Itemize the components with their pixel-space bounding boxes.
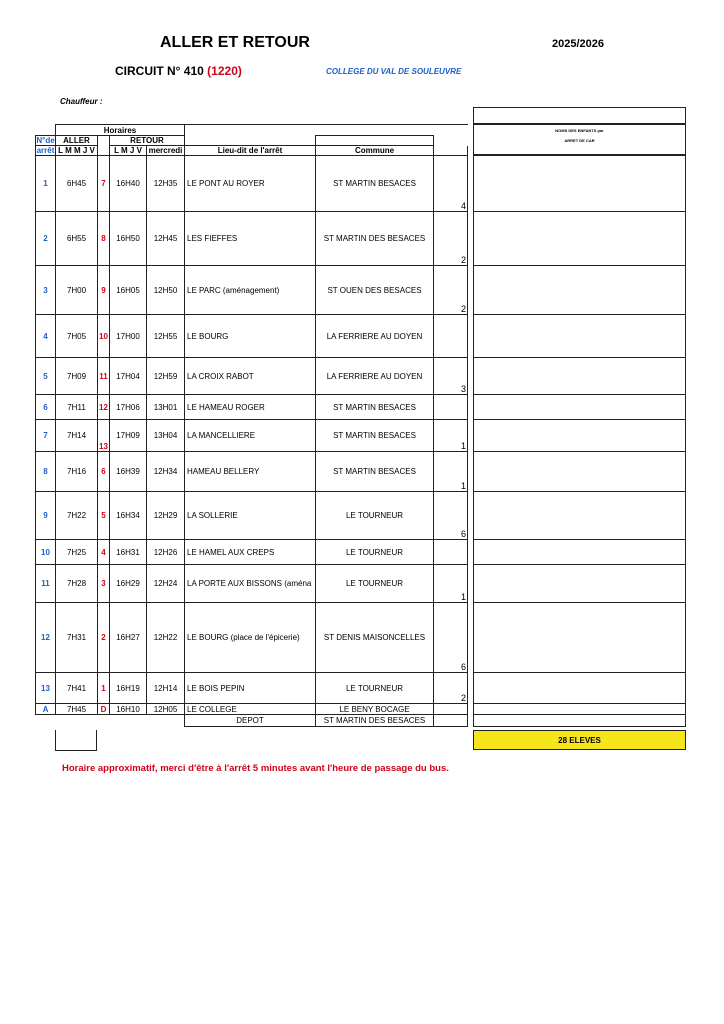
student-count: 6: [434, 603, 468, 673]
wednesday-time: 12H59: [147, 358, 185, 395]
retour-time: 16H39: [110, 452, 147, 492]
retour-time: 16H19: [110, 673, 147, 704]
stop-place: LE BOURG (place de l'épicerie): [185, 603, 316, 673]
commune: ST MARTIN BESACES: [316, 420, 434, 452]
student-count: [434, 704, 468, 715]
return-rank: 6: [98, 452, 110, 492]
names-box: [473, 314, 686, 358]
stop-place: LA MANCELLIERE: [185, 420, 316, 452]
table-row: [36, 492, 468, 540]
student-count: [434, 315, 468, 358]
retour-time: 16H27: [110, 603, 147, 673]
stop-place: LE PARC (aménagement): [185, 266, 316, 315]
header-commune: Commune: [316, 146, 434, 156]
circuit-title: [115, 64, 242, 78]
return-rank: D: [98, 704, 110, 715]
table-row: [36, 420, 468, 452]
schedule-note: Horaire approximatif, merci d'être à l'arrêt 5 minutes avant l'heure de passage du bus.: [62, 763, 449, 774]
aller-time: 6H55: [56, 212, 98, 266]
stop-place: HAMEAU BELLERY: [185, 452, 316, 492]
commune: ST MARTIN BESACES: [316, 395, 434, 420]
aller-time: 7H09: [56, 358, 98, 395]
wednesday-time: 12H14: [147, 673, 185, 704]
commune: ST MARTIN BESACES: [316, 156, 434, 212]
table-row: [36, 704, 468, 715]
return-rank: 10: [98, 315, 110, 358]
commune: ST OUEN DES BESACES: [316, 266, 434, 315]
aller-time: 7H45: [56, 704, 98, 715]
names-box: [473, 394, 686, 420]
footer-cell: [55, 730, 97, 751]
retour-time: 16H31: [110, 540, 147, 565]
school-year: 2025/2026: [552, 38, 604, 50]
student-count: 6: [434, 492, 468, 540]
commune: LE TOURNEUR: [316, 492, 434, 540]
stop-number: A: [36, 704, 56, 715]
commune: LE TOURNEUR: [316, 540, 434, 565]
wednesday-time: 12H50: [147, 266, 185, 315]
aller-time: 7H28: [56, 565, 98, 603]
stop-place: LA PORTE AUX BISSONS (aména: [185, 565, 316, 603]
retour-time: 16H40: [110, 156, 147, 212]
student-count: 1: [434, 565, 468, 603]
commune: LE BENY BOCAGE: [316, 704, 434, 715]
names-header-top: [473, 107, 686, 124]
retour-time: 17H00: [110, 315, 147, 358]
commune: ST MARTIN BESACES: [316, 452, 434, 492]
return-rank: 2: [98, 603, 110, 673]
aller-time: 7H11: [56, 395, 98, 420]
names-header-line1: NOMS DES ENFANTS par: [555, 128, 604, 133]
table-row: [36, 715, 468, 727]
header-lieu: Lieu-dit de l'arrêt: [185, 146, 316, 156]
commune: ST DENIS MAISONCELLES: [316, 603, 434, 673]
names-box: [473, 265, 686, 315]
wednesday-time: 12H35: [147, 156, 185, 212]
retour-time: 16H29: [110, 565, 147, 603]
stop-number: 9: [36, 492, 56, 540]
return-rank: 9: [98, 266, 110, 315]
table-row: [36, 266, 468, 315]
names-box: [473, 564, 686, 603]
names-box: [473, 672, 686, 704]
return-rank: 3: [98, 565, 110, 603]
student-count: [434, 540, 468, 565]
wednesday-time: 13H04: [147, 420, 185, 452]
return-rank: 5: [98, 492, 110, 540]
commune: LE TOURNEUR: [316, 565, 434, 603]
student-count: 2: [434, 266, 468, 315]
driver-label: Chauffeur :: [60, 97, 103, 106]
header-num: N°de: [36, 136, 55, 145]
names-box: [473, 211, 686, 266]
stop-place: LE HAMEL AUX CREPS: [185, 540, 316, 565]
student-count: 1: [434, 452, 468, 492]
table-row: [36, 358, 468, 395]
stop-place: LE PONT AU ROYER: [185, 156, 316, 212]
header-horaires: Horaires: [56, 125, 185, 136]
wednesday-time: 12H26: [147, 540, 185, 565]
aller-time: 7H05: [56, 315, 98, 358]
aller-time: 7H14: [56, 420, 98, 452]
aller-time: 7H31: [56, 603, 98, 673]
return-rank: 1: [98, 673, 110, 704]
names-header-line2: ARRET DE CAR: [564, 138, 595, 143]
retour-time: 17H09: [110, 420, 147, 452]
retour-time: 16H50: [110, 212, 147, 266]
school-name: COLLEGE DU VAL DE SOULEUVRE: [326, 67, 462, 76]
aller-time: 7H25: [56, 540, 98, 565]
wednesday-time: 13H01: [147, 395, 185, 420]
commune: LE TOURNEUR: [316, 673, 434, 704]
return-rank: 8: [98, 212, 110, 266]
wednesday-time: 12H34: [147, 452, 185, 492]
wednesday-time: 12H29: [147, 492, 185, 540]
wednesday-time: 12H22: [147, 603, 185, 673]
stop-number: 8: [36, 452, 56, 492]
names-box: [473, 491, 686, 540]
aller-time: 7H22: [56, 492, 98, 540]
student-count: 4: [434, 156, 468, 212]
stop-number: 6: [36, 395, 56, 420]
return-rank: 13: [98, 420, 110, 452]
commune: LA FERRIERE AU DOYEN: [316, 315, 434, 358]
depot-label: DEPOT: [185, 715, 316, 727]
stop-place: LE HAMEAU ROGER: [185, 395, 316, 420]
depot-commune: ST MARTIN DES BESACES: [316, 715, 434, 727]
stop-place: LES FIEFFES: [185, 212, 316, 266]
table-row: [36, 212, 468, 266]
stop-place: LE BOIS PEPIN: [185, 673, 316, 704]
header-mercredi: mercredi: [147, 146, 185, 156]
return-rank: 11: [98, 358, 110, 395]
retour-time: 16H34: [110, 492, 147, 540]
schedule-table: [35, 124, 468, 727]
stop-number: 1: [36, 156, 56, 212]
page-title: ALLER ET RETOUR: [160, 34, 310, 51]
wednesday-time: 12H55: [147, 315, 185, 358]
stop-place: LA SOLLERIE: [185, 492, 316, 540]
return-rank: 12: [98, 395, 110, 420]
names-header: [473, 124, 686, 155]
stop-place: LE BOURG: [185, 315, 316, 358]
table-row: [36, 315, 468, 358]
stop-place: LA CROIX RABOT: [185, 358, 316, 395]
total-students: 28 ELEVES: [473, 730, 686, 750]
wednesday-time: 12H45: [147, 212, 185, 266]
table-row: [36, 395, 468, 420]
table-row: [36, 603, 468, 673]
header-arret: arrêt: [36, 146, 55, 155]
circuit-number: CIRCUIT N° 410: [115, 64, 204, 78]
names-box: [473, 155, 686, 212]
retour-time: 17H06: [110, 395, 147, 420]
table-row: [36, 540, 468, 565]
aller-time: 7H16: [56, 452, 98, 492]
names-box: [473, 539, 686, 565]
stop-number: 10: [36, 540, 56, 565]
table-row: [36, 673, 468, 704]
table-row: [36, 565, 468, 603]
stop-place: LE COLLEGE: [185, 704, 316, 715]
student-count: 2: [434, 212, 468, 266]
student-count: 1: [434, 420, 468, 452]
aller-time: 6H45: [56, 156, 98, 212]
retour-time: 16H05: [110, 266, 147, 315]
header-lmjv: L M J V: [110, 146, 147, 156]
circuit-code: (1220): [207, 64, 242, 78]
return-rank: 4: [98, 540, 110, 565]
stop-number: 5: [36, 358, 56, 395]
stop-number: 7: [36, 420, 56, 452]
header-aller: ALLER: [56, 136, 98, 146]
names-box: [473, 357, 686, 395]
student-count: 2: [434, 673, 468, 704]
stop-number: 12: [36, 603, 56, 673]
wednesday-time: 12H24: [147, 565, 185, 603]
commune: LA FERRIERE AU DOYEN: [316, 358, 434, 395]
student-count: [434, 395, 468, 420]
aller-time: 7H41: [56, 673, 98, 704]
retour-time: 16H10: [110, 704, 147, 715]
table-row: [36, 452, 468, 492]
header-lmmjv: L M M J V: [56, 146, 98, 156]
names-box: [473, 714, 686, 727]
header-retour: RETOUR: [110, 136, 185, 146]
stop-number: 2: [36, 212, 56, 266]
names-box: [473, 602, 686, 673]
names-box: [473, 419, 686, 452]
student-count: 3: [434, 358, 468, 395]
table-row: [36, 156, 468, 212]
aller-time: 7H00: [56, 266, 98, 315]
stop-number: 13: [36, 673, 56, 704]
commune: ST MARTIN DES BESACES: [316, 212, 434, 266]
return-rank: 7: [98, 156, 110, 212]
stop-number: 11: [36, 565, 56, 603]
wednesday-time: 12H05: [147, 704, 185, 715]
retour-time: 17H04: [110, 358, 147, 395]
stop-number: 3: [36, 266, 56, 315]
stop-number: 4: [36, 315, 56, 358]
names-box: [473, 451, 686, 492]
